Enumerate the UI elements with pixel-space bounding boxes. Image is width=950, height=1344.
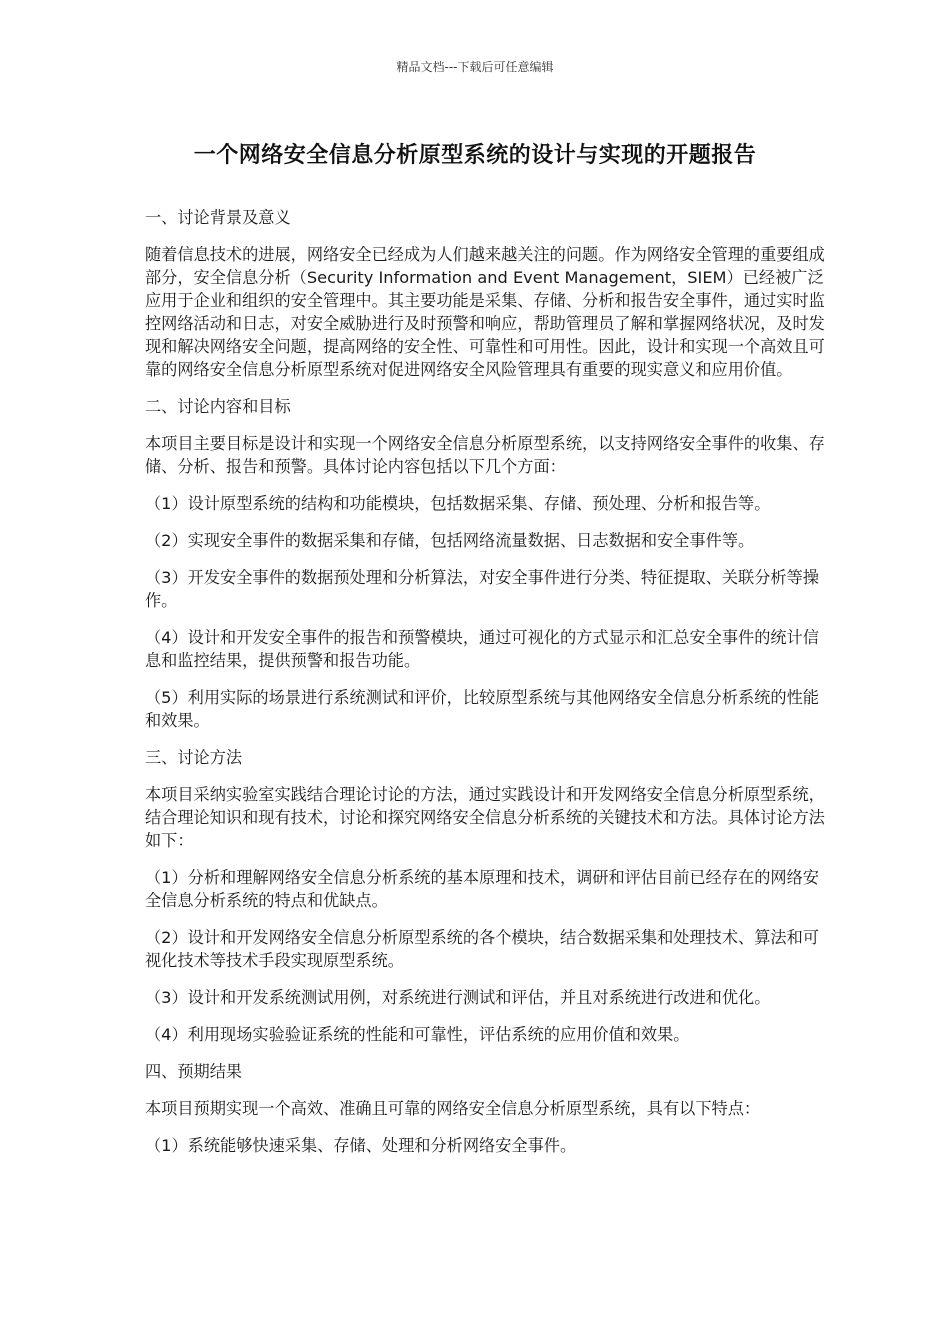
section-heading-expected-results: 四、预期结果 xyxy=(145,1062,243,1081)
section-heading-methods: 三、讨论方法 xyxy=(145,748,243,767)
list-item: （3）设计和开发系统测试用例，对系统进行测试和评估，并且对系统进行改进和优化。 xyxy=(145,988,771,1007)
list-item: （4）利用现场实验验证系统的性能和可靠性，评估系统的应用价值和效果。 xyxy=(145,1025,690,1044)
list-item: （3）开发安全事件的数据预处理和分析算法，对安全事件进行分类、特征提取、关联分析等操作。 xyxy=(145,568,819,610)
list-item: （4）设计和开发安全事件的报告和预警模块，通过可视化的方式显示和汇总安全事件的统计信息和监控结果，提供预警和报告功能。 xyxy=(145,628,819,670)
list-item: （1）设计原型系统的结构和功能模块，包括数据采集、存储、预处理、分析和报告等。 xyxy=(145,494,771,513)
paragraph-expected-results: 本项目预期实现一个高效、准确且可靠的网络安全信息分析原型系统，具有以下特点： xyxy=(145,1099,761,1118)
document-body xyxy=(145,206,825,1171)
header-note: 精品文档---下载后可任意编辑 xyxy=(396,60,554,74)
list-item: （1）系统能够快速采集、存储、处理和分析网络安全事件。 xyxy=(145,1136,577,1155)
document-title: 一个网络安全信息分析原型系统的设计与实现的开题报告 xyxy=(193,143,757,168)
paragraph-content-goals: 本项目主要目标是设计和实现一个网络安全信息分析原型系统，以支持网络安全事件的收集、存储、分析、报告和预警。具体讨论内容包括以下几个方面： xyxy=(145,434,825,476)
list-item: （2）设计和开发网络安全信息分析原型系统的各个模块，结合数据采集和处理技术、算法和可视化技术等技术手段实现原型系统。 xyxy=(145,928,819,970)
list-item: （1）分析和理解网络安全信息分析系统的基本原理和技术，调研和评估目前已经存在的网络安全信息分析系统的特点和优缺点。 xyxy=(145,868,819,910)
list-item: （2）实现安全事件的数据采集和存储，包括网络流量数据、日志数据和安全事件等。 xyxy=(145,531,755,550)
paragraph-background: 随着信息技术的进展，网络安全已经成为人们越来越关注的问题。作为网络安全管理的重要组成部分，安全信息分析（Security Information and Event Management，SIEM）已经被广泛应用于企业和组织的安全管理中。其主要功能是采集、存储、分析和报告安全事件，通过实时监控网络活动和日志，对安全威胁进行及时预警和响应，帮助管理员了解和掌握网络状况，及时发现和解决网络安全问题，提高网络的安全性、可靠性和可用性。因此，设计和实现一个高效且可靠的网络安全信息分析原型系统对促进网络安全风险管理具有重要的现实意义和应用价值。 xyxy=(145,245,825,379)
list-item: （5）利用实际的场景进行系统测试和评价，比较原型系统与其他网络安全信息分析系统的性能和效果。 xyxy=(145,688,819,730)
section-heading-content-goals: 二、讨论内容和目标 xyxy=(145,397,291,416)
paragraph-methods: 本项目采纳实验室实践结合理论讨论的方法，通过实践设计和开发网络安全信息分析原型系统，结合理论知识和现有技术，讨论和探究网络安全信息分析系统的关键技术和方法。具体讨论方法如下： xyxy=(145,785,825,850)
section-heading-background: 一、讨论背景及意义 xyxy=(145,208,291,227)
